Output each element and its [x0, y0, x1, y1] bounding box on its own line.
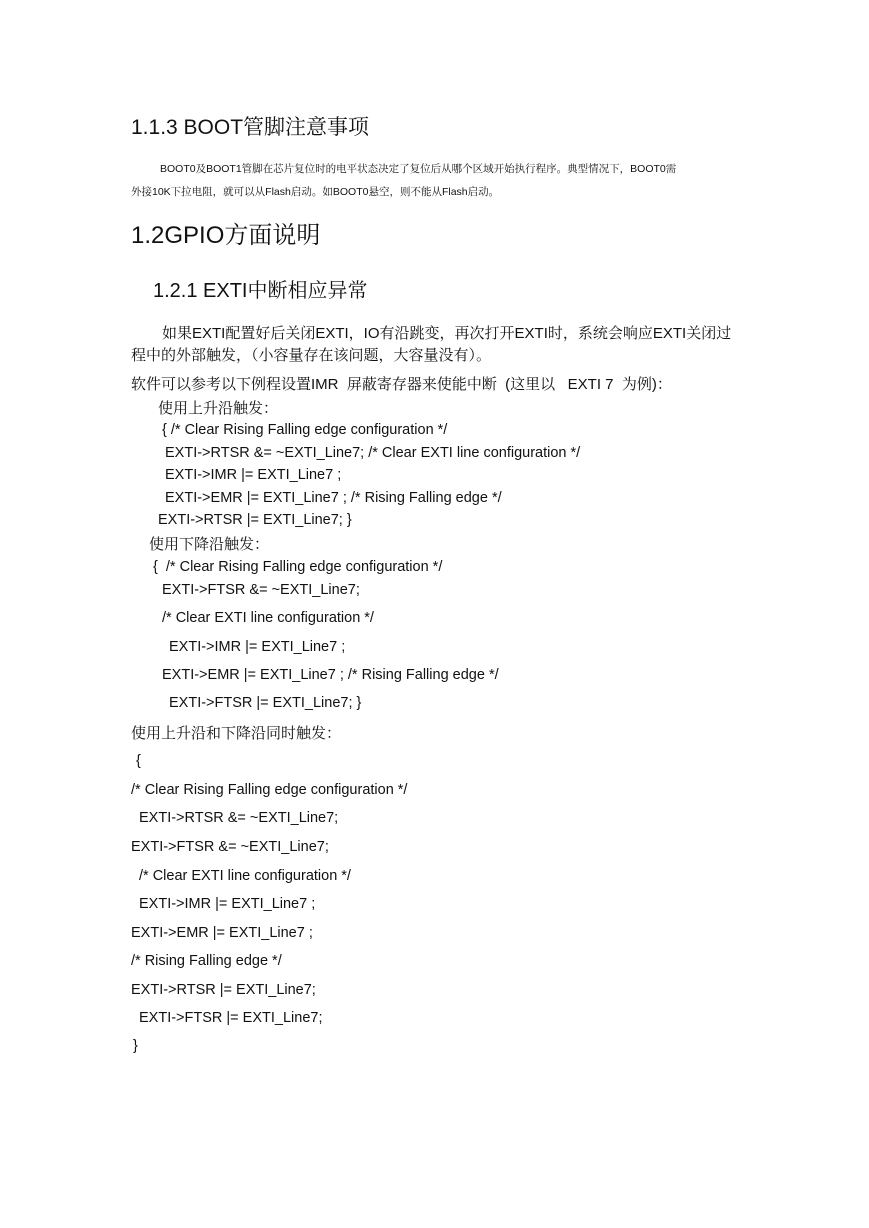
code-line: EXTI->EMR |= EXTI_Line7 ;	[131, 925, 313, 941]
both-label: 使用上升沿和下降沿同时触发：	[131, 725, 342, 742]
code-line: EXTI->IMR |= EXTI_Line7 ;	[169, 639, 346, 655]
code-line: /* Rising Falling edge */	[131, 953, 282, 969]
heading-1-2-1: 1.2.1 EXTI中断相应异常	[153, 280, 368, 302]
code-line: EXTI->EMR |= EXTI_Line7 ; /* Rising Falling edge */	[165, 490, 502, 506]
heading-1-1-3: 1.1.3 BOOT管脚注意事项	[131, 116, 370, 139]
falling-label: 使用下降沿触发：	[149, 536, 270, 553]
exti-paragraph-line-2: 程中的外部触发，（小容量存在该问题，大容量没有）。	[131, 347, 492, 364]
code-line: EXTI->RTSR |= EXTI_Line7; }	[158, 512, 352, 528]
exti-paragraph-line-1: 如果EXTI配置好后关闭EXTI，IO有沿跳变，再次打开EXTI时，系统会响应EXTI关闭过	[162, 325, 732, 342]
code-line: }	[133, 1038, 138, 1054]
code-line: EXTI->RTSR &= ~EXTI_Line7;	[139, 810, 339, 826]
code-line: EXTI->EMR |= EXTI_Line7 ; /* Rising Falling edge */	[162, 667, 499, 683]
code-line: EXTI->FTSR |= EXTI_Line7; }	[169, 695, 362, 711]
code-line: /* Clear EXTI line configuration */	[139, 868, 351, 884]
code-line: {	[136, 753, 141, 769]
code-line: EXTI->FTSR &= ~EXTI_Line7;	[162, 582, 360, 598]
heading-1-2: 1.2GPIO方面说明	[131, 222, 321, 249]
code-line: { /* Clear Rising Falling edge configuration */	[162, 422, 448, 438]
code-line: { /* Clear Rising Falling edge configuration */	[153, 559, 443, 575]
code-line: EXTI->FTSR &= ~EXTI_Line7;	[131, 839, 329, 855]
code-line: EXTI->RTSR &= ~EXTI_Line7; /* Clear EXTI line configuration */	[165, 445, 581, 461]
code-line: EXTI->IMR |= EXTI_Line7 ;	[139, 896, 316, 912]
exti-paragraph-line-3: 软件可以参考以下例程设置IMR 屏蔽寄存器来使能中断 (这里以 EXTI 7 为例)：	[131, 376, 672, 393]
code-line: /* Clear Rising Falling edge configuration */	[131, 782, 408, 798]
boot-paragraph-line-1: BOOT0及BOOT1管脚在芯片复位时的电平状态决定了复位后从哪个区域开始执行程序。典型情况下，BOOT0需	[160, 163, 677, 175]
code-line: EXTI->IMR |= EXTI_Line7 ;	[165, 467, 342, 483]
boot-paragraph-line-2: 外接10K下拉电阻，就可以从Flash启动。如BOOT0悬空，则不能从Flash启动。	[131, 186, 500, 198]
code-line: /* Clear EXTI line configuration */	[162, 610, 374, 626]
rising-label: 使用上升沿触发：	[158, 400, 279, 417]
code-line: EXTI->RTSR |= EXTI_Line7;	[131, 982, 316, 998]
code-line: EXTI->FTSR |= EXTI_Line7;	[139, 1010, 323, 1026]
